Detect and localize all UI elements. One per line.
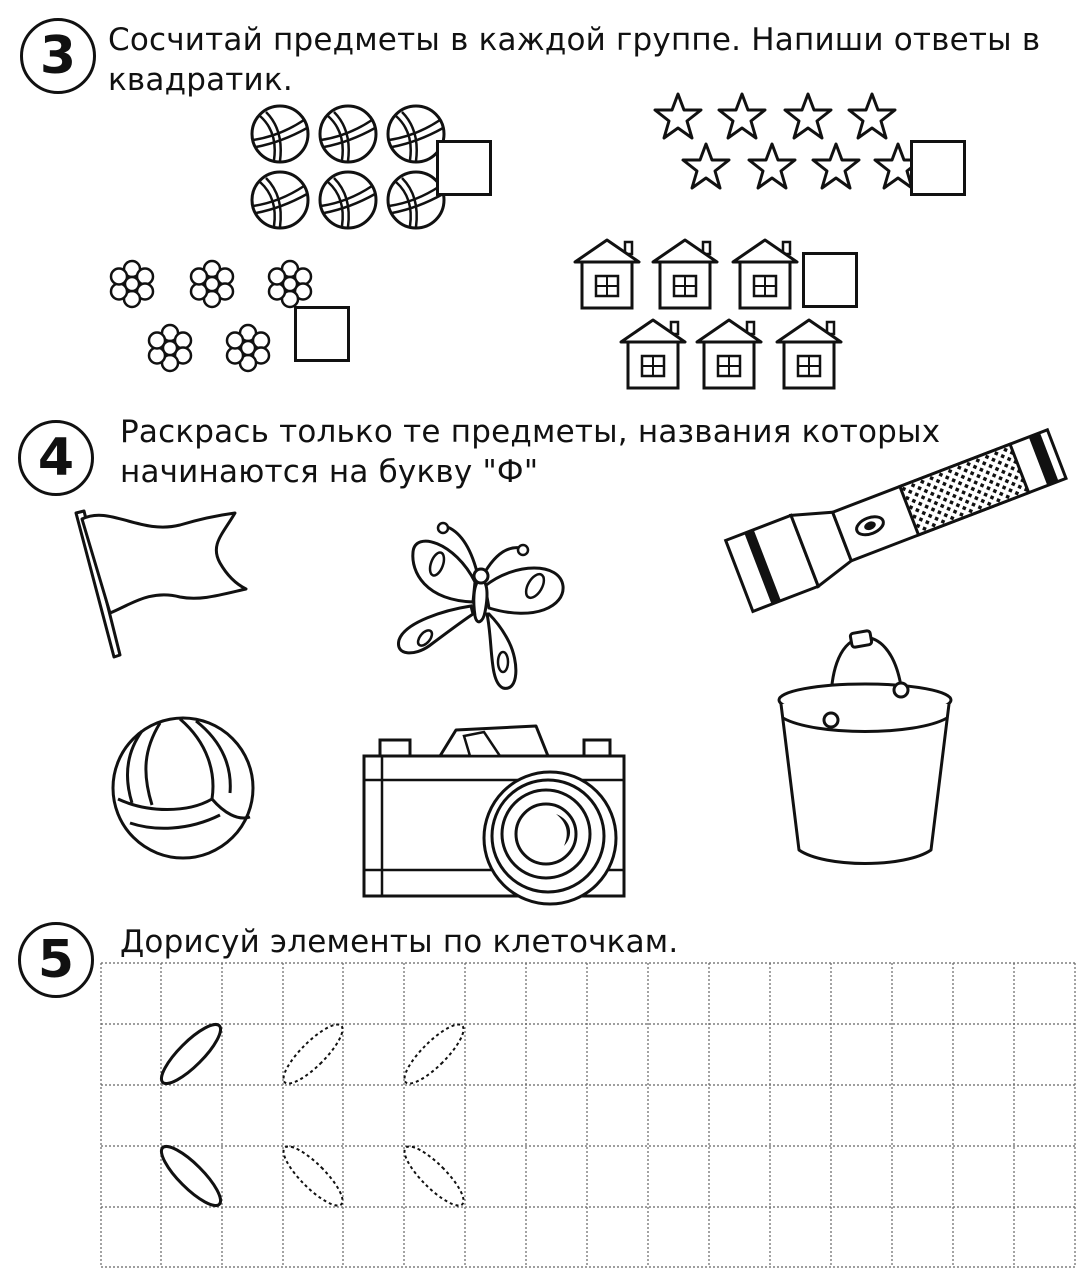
task-4-number <box>18 420 94 496</box>
leaf-sample-down <box>154 1139 228 1213</box>
houses-answer-box[interactable] <box>802 252 858 308</box>
task-5-number-text: 5 <box>37 930 75 990</box>
house-icon <box>621 320 685 388</box>
task-5-instruction: Дорисуй элементы по клеточкам. <box>120 924 679 960</box>
flower-icon <box>227 325 269 371</box>
camera-icon <box>360 718 630 900</box>
house-icon <box>653 240 717 308</box>
volleyball-icon <box>108 713 258 863</box>
leaf-trace-down <box>397 1139 471 1213</box>
house-icon <box>575 240 639 308</box>
flower-icon <box>111 261 153 307</box>
star-icon <box>719 94 765 138</box>
star-icon <box>749 144 795 188</box>
ball-icon <box>320 106 376 162</box>
bucket-icon <box>775 632 955 872</box>
drawing-grid[interactable] <box>100 962 1076 1268</box>
house-icon <box>733 240 797 308</box>
stars-answer-box[interactable] <box>910 140 966 196</box>
balls-group <box>250 102 450 232</box>
leaf-trace-up <box>397 1017 471 1091</box>
flag-icon <box>70 505 250 665</box>
ball-icon <box>252 172 308 228</box>
task-4-number-text: 4 <box>37 428 75 488</box>
task-5-number <box>18 922 94 998</box>
leaf-trace-up <box>276 1017 350 1091</box>
butterfly-icon <box>385 522 575 697</box>
task-3-number-text: 3 <box>39 26 77 86</box>
stars-group <box>650 90 920 200</box>
task-4-instruction: Раскрась только те предметы, названия которых начинаются на букву "Ф" <box>120 414 941 490</box>
flowers-answer-box[interactable] <box>294 306 350 362</box>
star-icon <box>785 94 831 138</box>
star-icon <box>683 144 729 188</box>
ball-icon <box>252 106 308 162</box>
house-icon <box>777 320 841 388</box>
task-3-number <box>20 18 96 94</box>
star-icon <box>813 144 859 188</box>
star-icon <box>849 94 895 138</box>
task-3-instruction: Сосчитай предметы в каждой группе. Напиши ответы в квадратик. <box>108 22 1041 98</box>
flashlight-icon <box>718 410 1078 620</box>
house-icon <box>697 320 761 388</box>
leaf-trace-down <box>276 1139 350 1213</box>
ball-icon <box>320 172 376 228</box>
flower-icon <box>269 261 311 307</box>
flower-icon <box>191 261 233 307</box>
balls-answer-box[interactable] <box>436 140 492 196</box>
star-icon <box>655 94 701 138</box>
flower-icon <box>149 325 191 371</box>
leaf-sample-up <box>154 1017 228 1091</box>
